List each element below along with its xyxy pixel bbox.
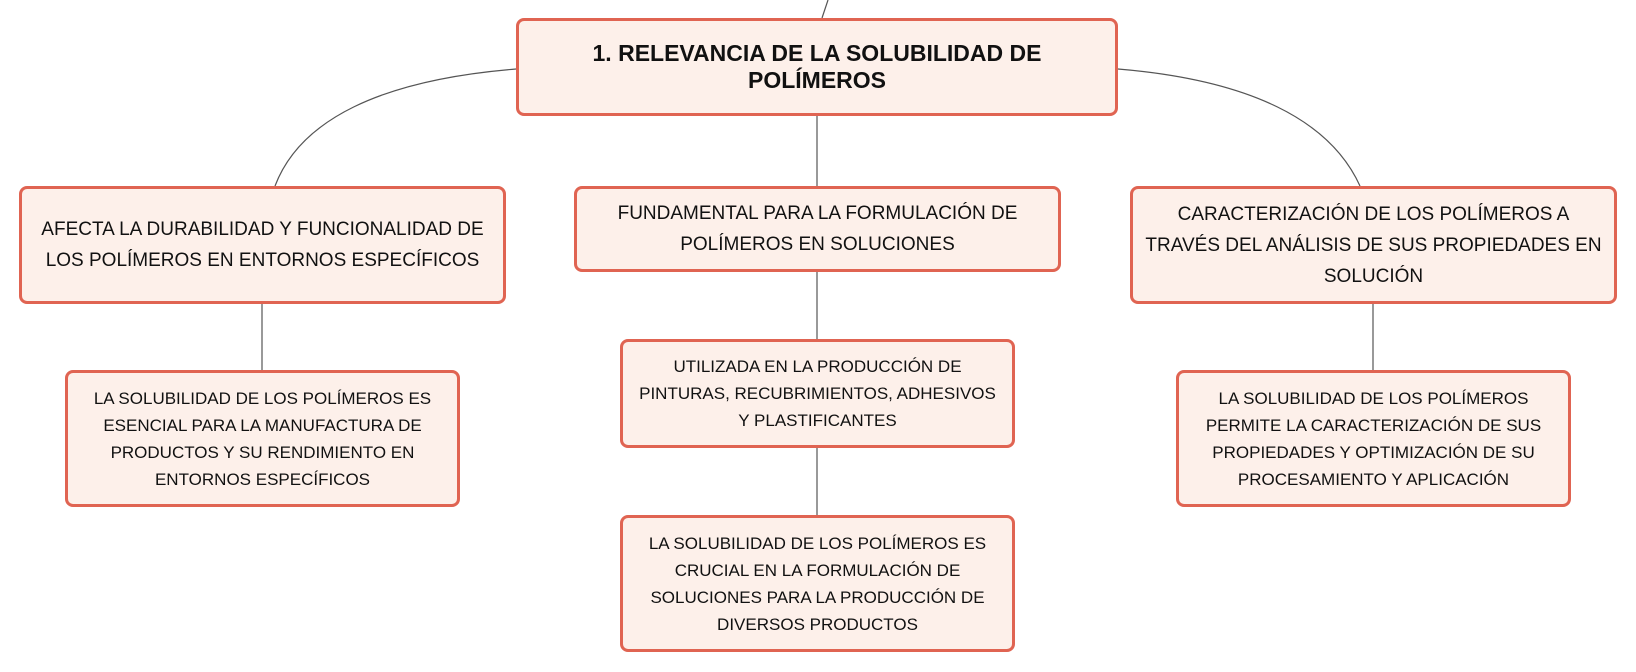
subtopic-label: LA SOLUBILIDAD DE LOS POLÍMEROS PERMITE LA CARACTERIZACIÓN DE SUS PROPIEDADES Y OPTIMIZACIÓN DE SU PROCESAMIENTO Y APLICACIÓN [1205,388,1542,489]
branch-topic-formulation[interactable] [574,186,1061,272]
subtopic-label: UTILIZADA EN LA PRODUCCIÓN DE PINTURAS, RECUBRIMIENTOS, ADHESIVOS Y PLASTIFICANTES [639,357,996,430]
branch-topic-label: AFECTA LA DURABILIDAD Y FUNCIONALIDAD DE LOS POLÍMEROS EN ENTORNOS ESPECÍFICOS [41,219,484,271]
subtopic-label: LA SOLUBILIDAD DE LOS POLÍMEROS ES ESENCIAL PARA LA MANUFACTURA DE PRODUCTOS Y SU RENDIMIENTO EN ENTORNOS ESPECÍFICOS [93,388,432,489]
subtopic-solution-formulation[interactable] [620,515,1015,652]
branch-topic-durability[interactable] [19,186,506,304]
subtopic-manufacturing[interactable] [65,370,460,507]
subtopic-property-characterization[interactable] [1176,370,1571,507]
subtopic-paints-coatings[interactable] [620,339,1015,448]
branch-topic-label: CARACTERIZACIÓN DE LOS POLÍMEROS A TRAVÉS DEL ANÁLISIS DE SUS PROPIEDADES EN SOLUCIÓN [1145,203,1602,287]
branch-topic-characterization[interactable] [1130,186,1617,304]
branch-topic-label: FUNDAMENTAL PARA LA FORMULACIÓN DE POLÍMEROS EN SOLUCIONES [617,203,1018,255]
connector-root-to-left-branch [275,69,516,186]
root-topic-label: 1. RELEVANCIA DE LA SOLUBILIDAD DE POLÍMEROS [592,40,1042,93]
root-topic[interactable] [516,18,1118,116]
connector-root-to-right-branch [1118,69,1360,186]
connector-parent-to-root [822,0,828,18]
subtopic-label: LA SOLUBILIDAD DE LOS POLÍMEROS ES CRUCIAL EN LA FORMULACIÓN DE SOLUCIONES PARA LA PRODUCCIÓN DE DIVERSOS PRODUCTOS [648,533,987,634]
